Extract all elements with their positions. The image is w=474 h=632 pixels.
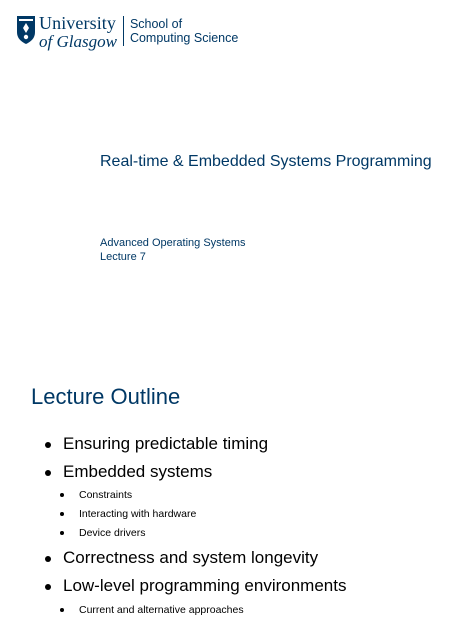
outline-subitem bbox=[60, 508, 196, 520]
bullet-icon bbox=[45, 584, 51, 590]
outline-item bbox=[45, 434, 268, 454]
outline-item bbox=[45, 576, 346, 596]
outline-item-text: Low-level programming environments bbox=[63, 576, 347, 595]
outline-item-text: Correctness and system longevity bbox=[63, 548, 319, 567]
bullet-icon bbox=[60, 608, 64, 612]
bullet-icon bbox=[60, 512, 64, 516]
outline-subitem-text: Current and alternative approaches bbox=[79, 604, 244, 616]
bullet-icon bbox=[60, 531, 64, 535]
outline-item bbox=[45, 548, 318, 568]
outline-item bbox=[45, 462, 212, 482]
outline-heading: Lecture Outline bbox=[31, 384, 181, 409]
outline-subitem-text: Constraints bbox=[79, 489, 133, 501]
outline-subitem bbox=[60, 527, 146, 539]
outline-subitem bbox=[60, 604, 244, 616]
bullet-icon bbox=[45, 556, 51, 562]
bullet-icon bbox=[45, 470, 51, 476]
school-name-line1: School of bbox=[129, 17, 183, 31]
outline-subitem bbox=[60, 489, 132, 501]
outline-item-text: Ensuring predictable timing bbox=[63, 434, 269, 453]
university-name-line2: of Glasgow bbox=[39, 32, 117, 51]
slide-title: Real-time & Embedded Systems Programming bbox=[100, 153, 432, 170]
university-name-line1: University bbox=[39, 13, 116, 33]
bullet-icon bbox=[45, 442, 51, 448]
outline-subitem-text: Interacting with hardware bbox=[79, 508, 197, 520]
outline-item-text: Embedded systems bbox=[63, 462, 213, 481]
bullet-icon bbox=[60, 493, 64, 497]
school-name-line2: Computing Science bbox=[129, 31, 239, 45]
course-name: Advanced Operating Systems bbox=[100, 237, 246, 249]
lecture-number: Lecture 7 bbox=[100, 251, 146, 263]
outline-subitem-text: Device drivers bbox=[79, 527, 146, 539]
